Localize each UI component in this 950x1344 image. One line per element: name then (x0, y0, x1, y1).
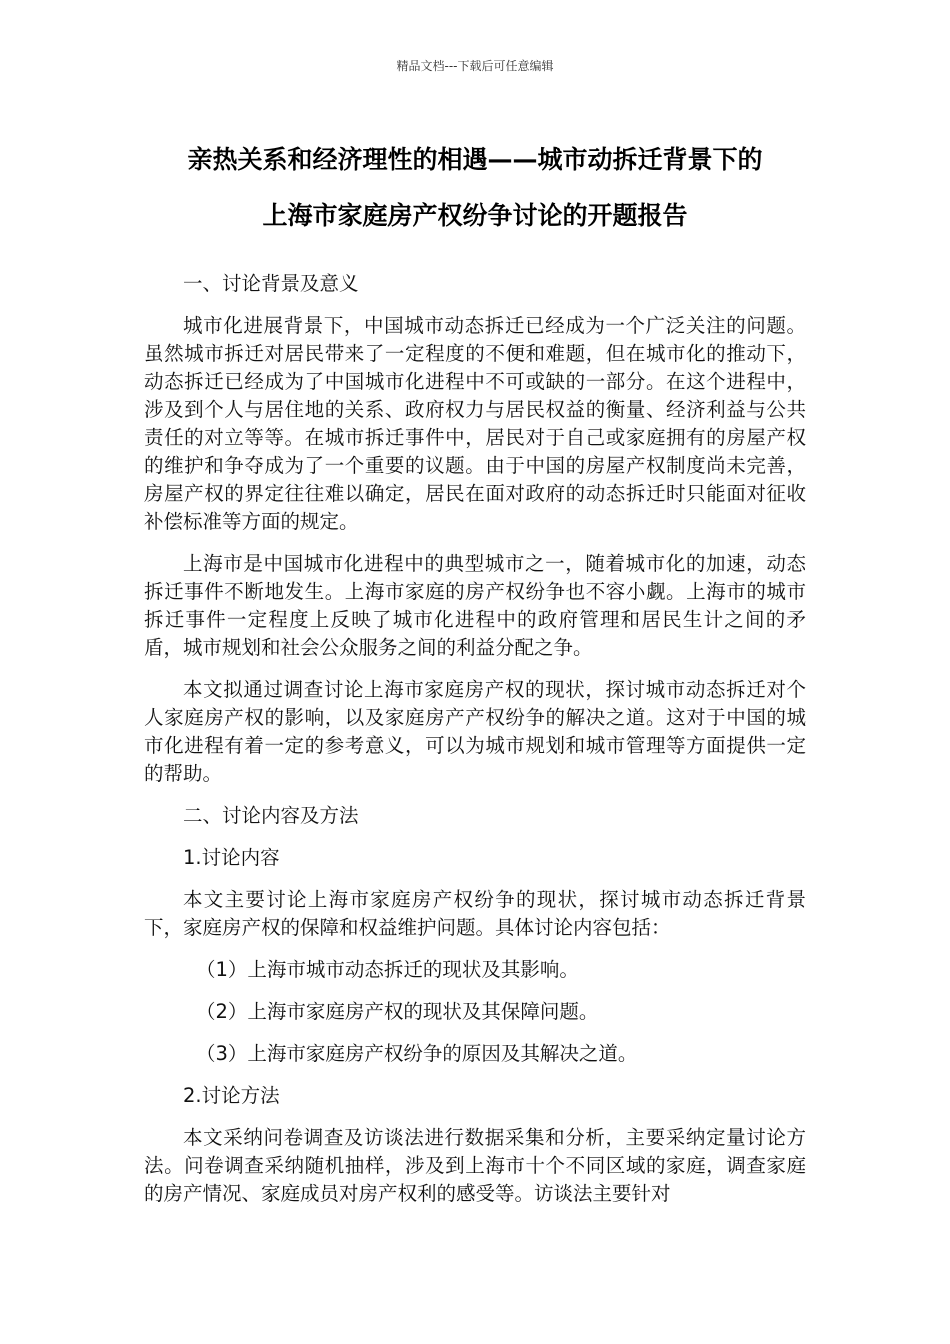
paragraph: 本文主要讨论上海市家庭房产权纷争的现状，探讨城市动态拆迁背景下，家庭房产权的保障和权益维护问题。具体讨论内容包括： (144, 888, 806, 939)
subsection-heading-method: 2.讨论方法 (183, 1084, 280, 1107)
list-item: （1）上海市城市动态拆迁的现状及其影响。 (196, 958, 579, 981)
list-item: （3）上海市家庭房产权纷争的原因及其解决之道。 (196, 1042, 638, 1065)
list-item: （2）上海市家庭房产权的现状及其保障问题。 (196, 1000, 599, 1023)
paragraph: 本文采纳问卷调查及访谈法进行数据采集和分析，主要采纳定量讨论方法。问卷调查采纳随机抽样，涉及到上海市十个不同区域的家庭，调查家庭的房产情况、家庭成员对房产权利的感受等。访谈法主要针对 (144, 1126, 806, 1205)
document-body (144, 270, 806, 1222)
paragraph: 本文拟通过调查讨论上海市家庭房产权的现状，探讨城市动态拆迁对个人家庭房产权的影响，以及家庭房产产权纷争的解决之道。这对于中国的城市化进程有着一定的参考意义，可以为城市规划和城市管理等方面提供一定的帮助。 (144, 678, 806, 785)
subsection-heading-content: 1.讨论内容 (183, 846, 280, 869)
section-heading-background: 一、讨论背景及意义 (183, 272, 359, 295)
document-title-line-1: 亲热关系和经济理性的相遇——城市动拆迁背景下的 (187, 145, 763, 174)
paragraph: 上海市是中国城市化进程中的典型城市之一，随着城市化的加速，动态拆迁事件不断地发生。上海市家庭的房产权纷争也不容小觑。上海市的城市拆迁事件一定程度上反映了城市化进程中的政府管理和居民生计之间的矛盾，城市规划和社会公众服务之间的利益分配之争。 (144, 552, 806, 659)
section-heading-content-method: 二、讨论内容及方法 (183, 804, 359, 827)
paragraph: 城市化进展背景下，中国城市动态拆迁已经成为一个广泛关注的问题。虽然城市拆迁对居民带来了一定程度的不便和难题，但在城市化的推动下，动态拆迁已经成为了中国城市化进程中不可或缺的一部分。在这个进程中，涉及到个人与居住地的关系、政府权力与居民权益的衡量、经济利益与公共责任的对立等等。在城市拆迁事件中，居民对于自己或家庭拥有的房屋产权的维护和争夺成为了一个重要的议题。由于中国的房屋产权制度尚未完善，房屋产权的界定往往难以确定，居民在面对政府的动态拆迁时只能面对征收补偿标准等方面的规定。 (144, 314, 806, 533)
page-header: 精品文档---下载后可任意编辑 (396, 59, 554, 73)
document-title-line-2: 上海市家庭房产权纷争讨论的开题报告 (262, 201, 688, 230)
